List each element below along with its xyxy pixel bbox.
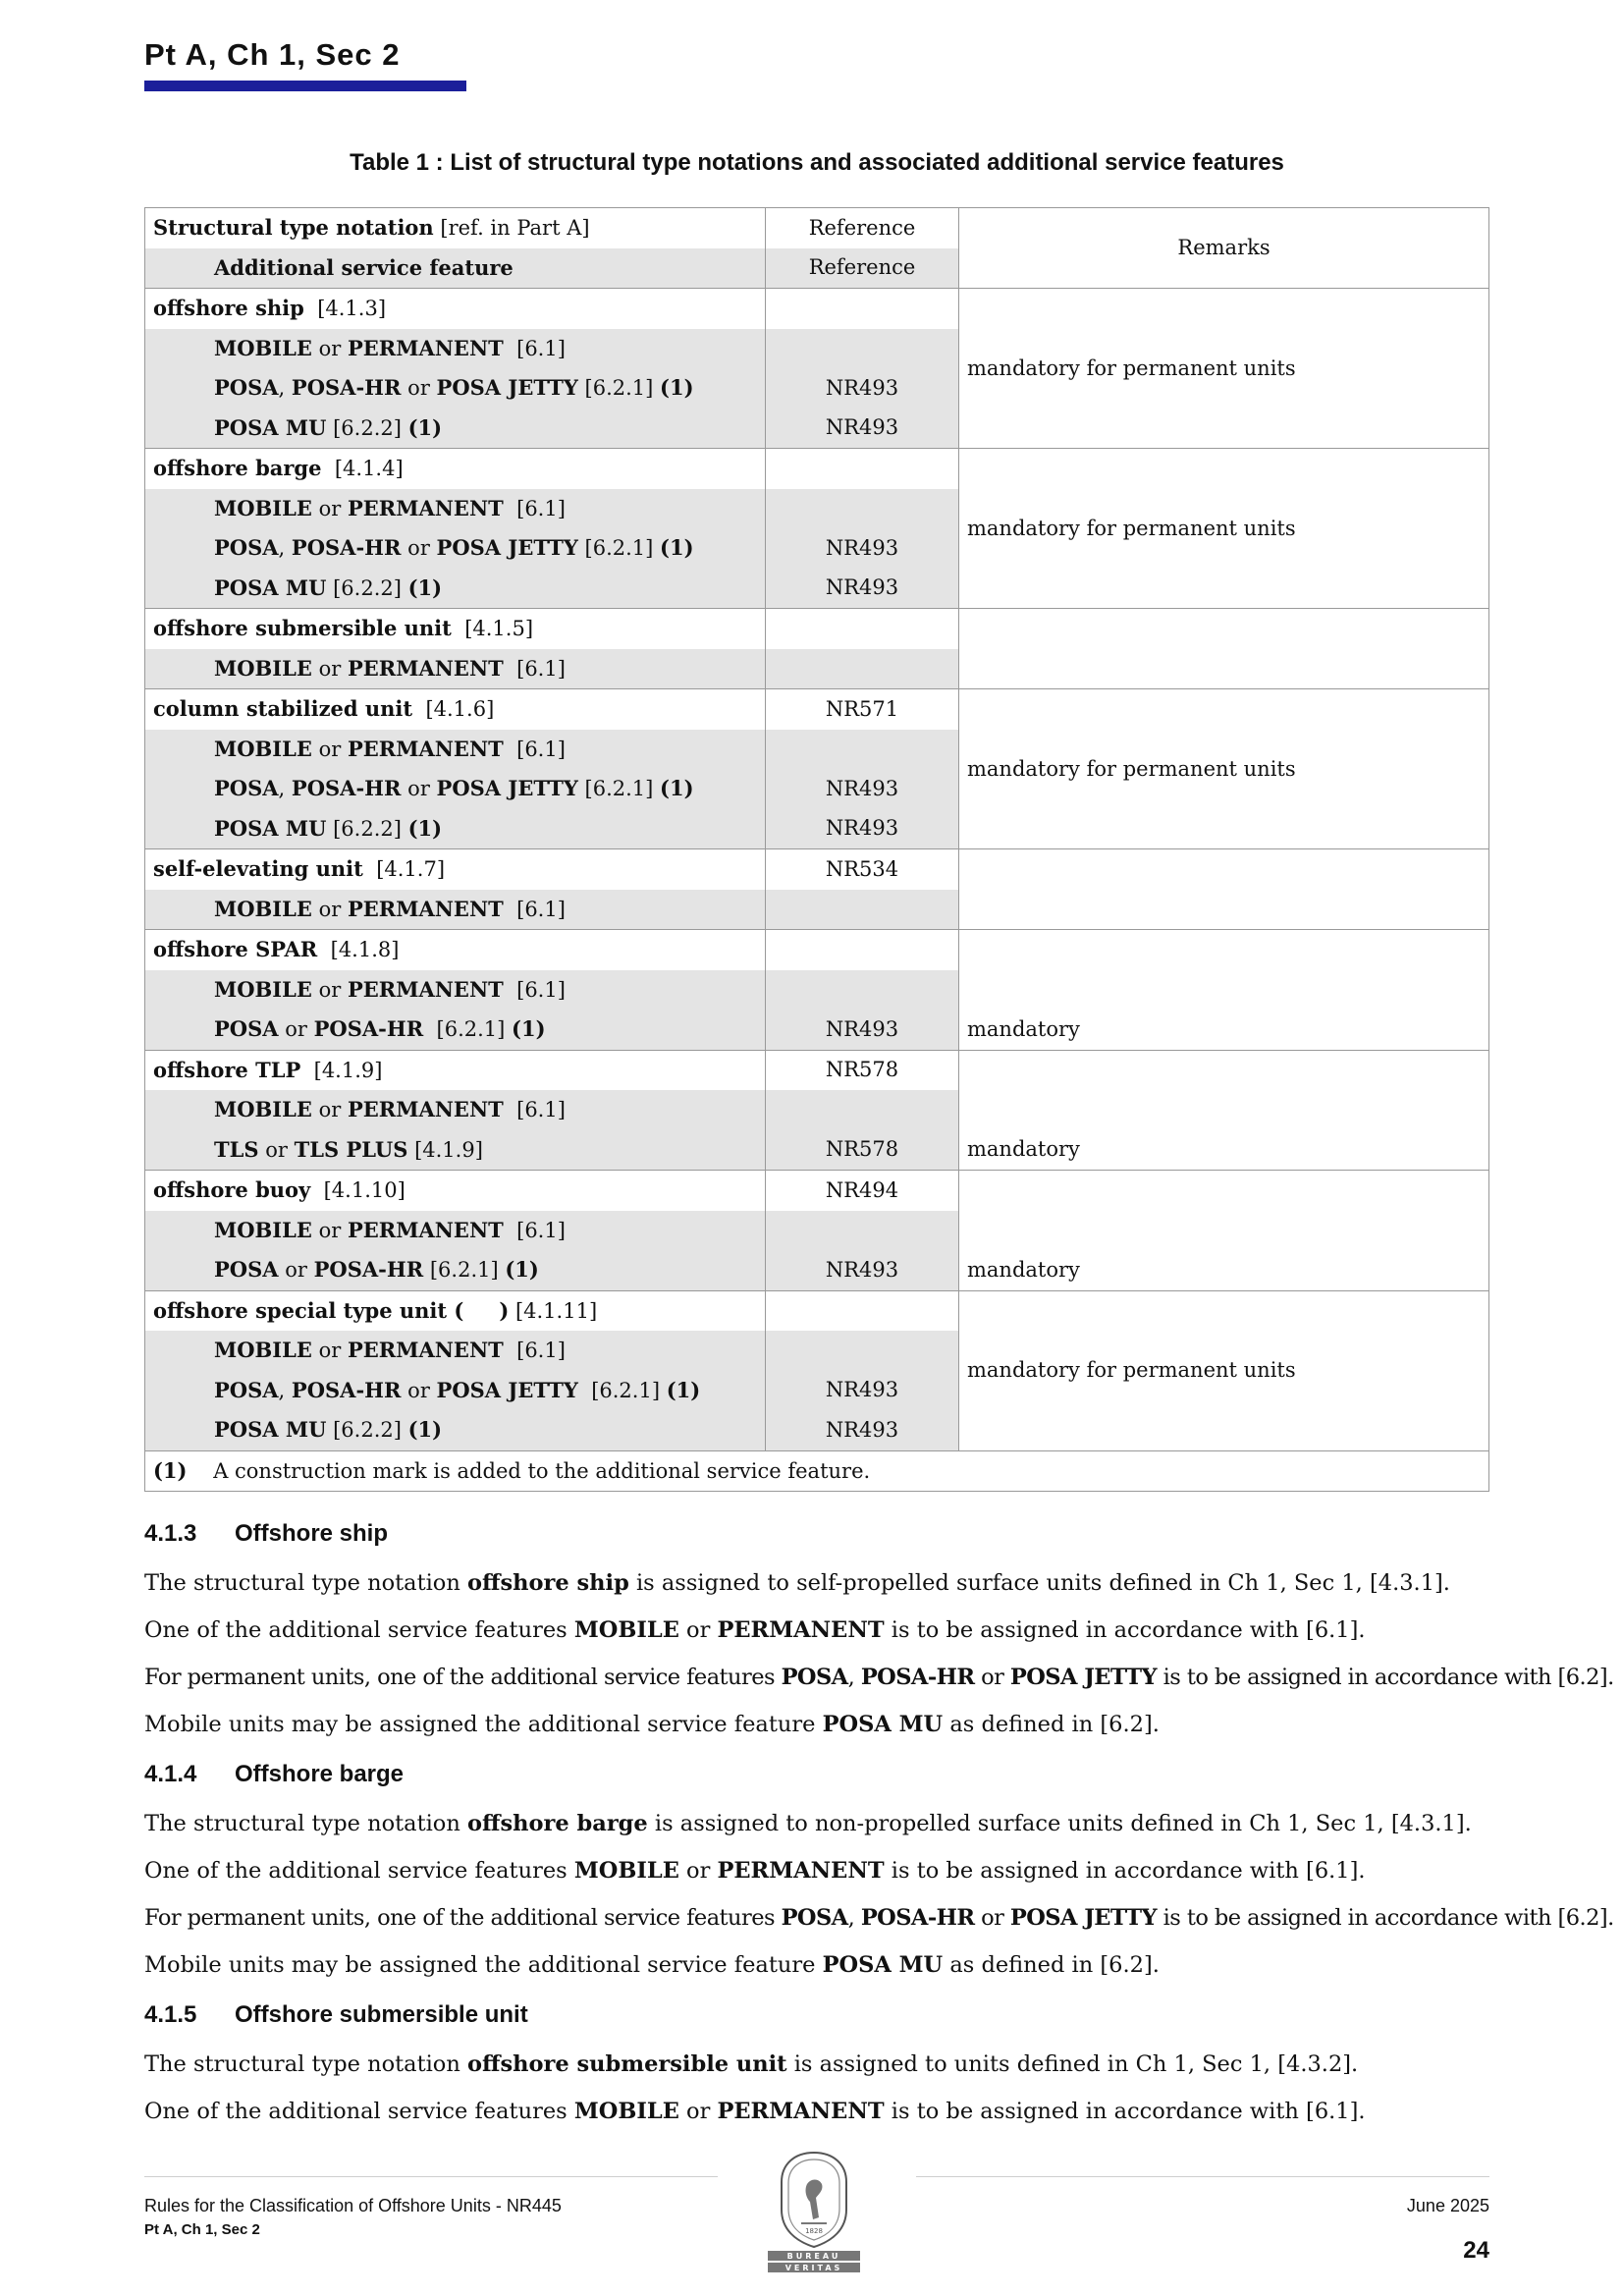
service-feature: MOBILE or PERMANENT [6.1] (145, 329, 766, 369)
header-reference-sub: Reference (766, 248, 959, 289)
service-feature: POSA, POSA-HR or POSA JETTY [6.2.1] (1) (145, 368, 766, 409)
section-4-1-3 (144, 1520, 1614, 1748)
section-heading: 4.1.3 Offshore ship (144, 1520, 389, 1547)
paragraph: One of the additional service features MOBILE or PERMANENT is to be assigned in accordance with [6.1]. (144, 2099, 1366, 2124)
table-row (145, 1010, 1489, 1050)
table-row (145, 930, 1489, 970)
row-remarks (959, 930, 1489, 1011)
row-reference (766, 649, 959, 689)
group-name: offshore special type unit ( ) [4.1.11] (145, 1290, 766, 1331)
service-feature: POSA MU [6.2.2] (1) (145, 1410, 766, 1450)
row-remarks: mandatory for permanent units (959, 689, 1489, 849)
row-reference: NR493 (766, 769, 959, 809)
table-row (145, 849, 1489, 890)
paragraph: For permanent units, one of the additional service features POSA, POSA-HR or POSA JETTY is to be assigned in accordance with [6.2]. (144, 1665, 1614, 1690)
table-header-row (145, 208, 1489, 248)
service-feature: MOBILE or PERMANENT [6.1] (145, 970, 766, 1011)
footer-rule-right (916, 2176, 1489, 2177)
paragraph: The structural type notation offshore ship is assigned to self-propelled surface units defined in Ch 1, Sec 1, [4.3.1]. (144, 1570, 1450, 1596)
row-reference (766, 970, 959, 1011)
table-row (145, 289, 1489, 329)
section-4-1-4 (144, 1761, 1614, 1989)
row-reference (766, 1090, 959, 1130)
group-name: offshore TLP [4.1.9] (145, 1050, 766, 1090)
row-reference (766, 890, 959, 930)
table-row (145, 609, 1489, 649)
table-row (145, 1130, 1489, 1171)
page-number: 24 (1463, 2237, 1489, 2264)
row-reference (766, 489, 959, 529)
group-name: offshore submersible unit [4.1.5] (145, 609, 766, 649)
service-feature: MOBILE or PERMANENT [6.1] (145, 1090, 766, 1130)
group-name: offshore buoy [4.1.10] (145, 1171, 766, 1211)
group-name: self-elevating unit [4.1.7] (145, 849, 766, 890)
row-reference: NR578 (766, 1050, 959, 1090)
logo-word-top: BUREAU (786, 2252, 841, 2261)
paragraph: One of the additional service features MOBILE or PERMANENT is to be assigned in accordance with [6.1]. (144, 1617, 1366, 1643)
header-remarks: Remarks (959, 208, 1489, 289)
service-feature: MOBILE or PERMANENT [6.1] (145, 489, 766, 529)
group-name: offshore SPAR [4.1.8] (145, 930, 766, 970)
row-remarks: mandatory for permanent units (959, 1290, 1489, 1450)
table-row (145, 449, 1489, 489)
service-feature: POSA MU [6.2.2] (1) (145, 569, 766, 609)
row-reference (766, 730, 959, 770)
row-reference: NR493 (766, 528, 959, 569)
section-heading: 4.1.4 Offshore barge (144, 1761, 405, 1787)
group-name: column stabilized unit [4.1.6] (145, 689, 766, 730)
row-remarks: mandatory for permanent units (959, 449, 1489, 609)
paragraph: Mobile units may be assigned the additional service feature POSA MU as defined in [6.2]. (144, 1952, 1160, 1978)
service-feature: POSA or POSA-HR [6.2.1] (1) (145, 1010, 766, 1050)
group-name: offshore ship [4.1.3] (145, 289, 766, 329)
table-footnote-row (145, 1450, 1489, 1492)
table-row (145, 689, 1489, 730)
row-reference: NR493 (766, 1410, 959, 1450)
service-feature: POSA, POSA-HR or POSA JETTY [6.2.1] (1) (145, 769, 766, 809)
service-feature: POSA MU [6.2.2] (1) (145, 409, 766, 449)
row-remarks: mandatory for permanent units (959, 289, 1489, 449)
row-reference: NR578 (766, 1130, 959, 1171)
row-remarks (959, 609, 1489, 689)
section-heading: 4.1.5 Offshore submersible unit (144, 2001, 528, 2028)
row-reference: NR493 (766, 1371, 959, 1411)
service-feature: POSA or POSA-HR [6.2.1] (1) (145, 1250, 766, 1290)
service-feature: POSA MU [6.2.2] (1) (145, 809, 766, 849)
service-feature: MOBILE or PERMANENT [6.1] (145, 1331, 766, 1371)
table-row (145, 1290, 1489, 1331)
row-remarks: mandatory (959, 1250, 1489, 1290)
row-reference: NR493 (766, 368, 959, 409)
logo-year: 1828 (805, 2227, 823, 2235)
row-reference (766, 1290, 959, 1331)
row-reference (766, 449, 959, 489)
paragraph: The structural type notation offshore barge is assigned to non-propelled surface units defined in Ch 1, Sec 1, [4.3.1]. (144, 1811, 1472, 1836)
header-col1: Structural type notation [ref. in Part A] (145, 208, 766, 248)
header-additional-feature: Additional service feature (145, 248, 766, 289)
table-footnote: (1) A construction mark is added to the additional service feature. (145, 1450, 1489, 1492)
row-reference: NR493 (766, 809, 959, 849)
table-row (145, 1171, 1489, 1211)
row-reference: NR493 (766, 409, 959, 449)
paragraph: One of the additional service features MOBILE or PERMANENT is to be assigned in accordance with [6.1]. (144, 1858, 1366, 1884)
table-title: Table 1 : List of structural type notations and associated additional service features (350, 149, 1284, 176)
paragraph: Mobile units may be assigned the additional service feature POSA MU as defined in [6.2]. (144, 1712, 1160, 1737)
service-feature: POSA, POSA-HR or POSA JETTY [6.2.1] (1) (145, 1371, 766, 1411)
group-name: offshore barge [4.1.4] (145, 449, 766, 489)
service-feature: MOBILE or PERMANENT [6.1] (145, 649, 766, 689)
header-reference: Reference (766, 208, 959, 248)
row-reference: NR493 (766, 1250, 959, 1290)
row-remarks: mandatory (959, 1130, 1489, 1171)
row-reference (766, 1331, 959, 1371)
structural-type-table (144, 207, 1489, 1492)
running-header: Pt A, Ch 1, Sec 2 (144, 37, 401, 72)
service-feature: TLS or TLS PLUS [4.1.9] (145, 1130, 766, 1171)
row-reference: NR494 (766, 1171, 959, 1211)
row-reference (766, 930, 959, 970)
row-reference (766, 289, 959, 329)
paragraph: The structural type notation offshore submersible unit is assigned to units defined in Ch 1, Sec 1, [4.3.2]. (144, 2051, 1359, 2077)
service-feature: MOBILE or PERMANENT [6.1] (145, 730, 766, 770)
footer-date: June 2025 (1406, 2196, 1489, 2215)
row-remarks: mandatory (959, 1010, 1489, 1050)
row-reference: NR534 (766, 849, 959, 890)
service-feature: MOBILE or PERMANENT [6.1] (145, 1211, 766, 1251)
table-row (145, 1250, 1489, 1290)
row-reference (766, 609, 959, 649)
footer-section: Pt A, Ch 1, Sec 2 (144, 2221, 260, 2238)
paragraph: For permanent units, one of the additional service features POSA, POSA-HR or POSA JETTY is to be assigned in accordance with [6.2]. (144, 1905, 1614, 1931)
row-reference: NR493 (766, 1010, 959, 1050)
logo-word-bottom: VERITAS (784, 2264, 843, 2272)
header-accent-bar (144, 81, 466, 91)
service-feature: MOBILE or PERMANENT [6.1] (145, 890, 766, 930)
bureau-veritas-logo-icon (762, 2149, 866, 2274)
section-4-1-5 (144, 2001, 1489, 2135)
row-reference (766, 1211, 959, 1251)
row-remarks (959, 849, 1489, 930)
footer-document-title: Rules for the Classification of Offshore Units - NR445 (144, 2196, 562, 2215)
service-feature: POSA, POSA-HR or POSA JETTY [6.2.1] (1) (145, 528, 766, 569)
row-remarks (959, 1050, 1489, 1130)
table-row (145, 1050, 1489, 1090)
row-reference (766, 329, 959, 369)
row-remarks (959, 1171, 1489, 1251)
row-reference: NR571 (766, 689, 959, 730)
row-reference: NR493 (766, 569, 959, 609)
footer-rule-left (144, 2176, 718, 2177)
